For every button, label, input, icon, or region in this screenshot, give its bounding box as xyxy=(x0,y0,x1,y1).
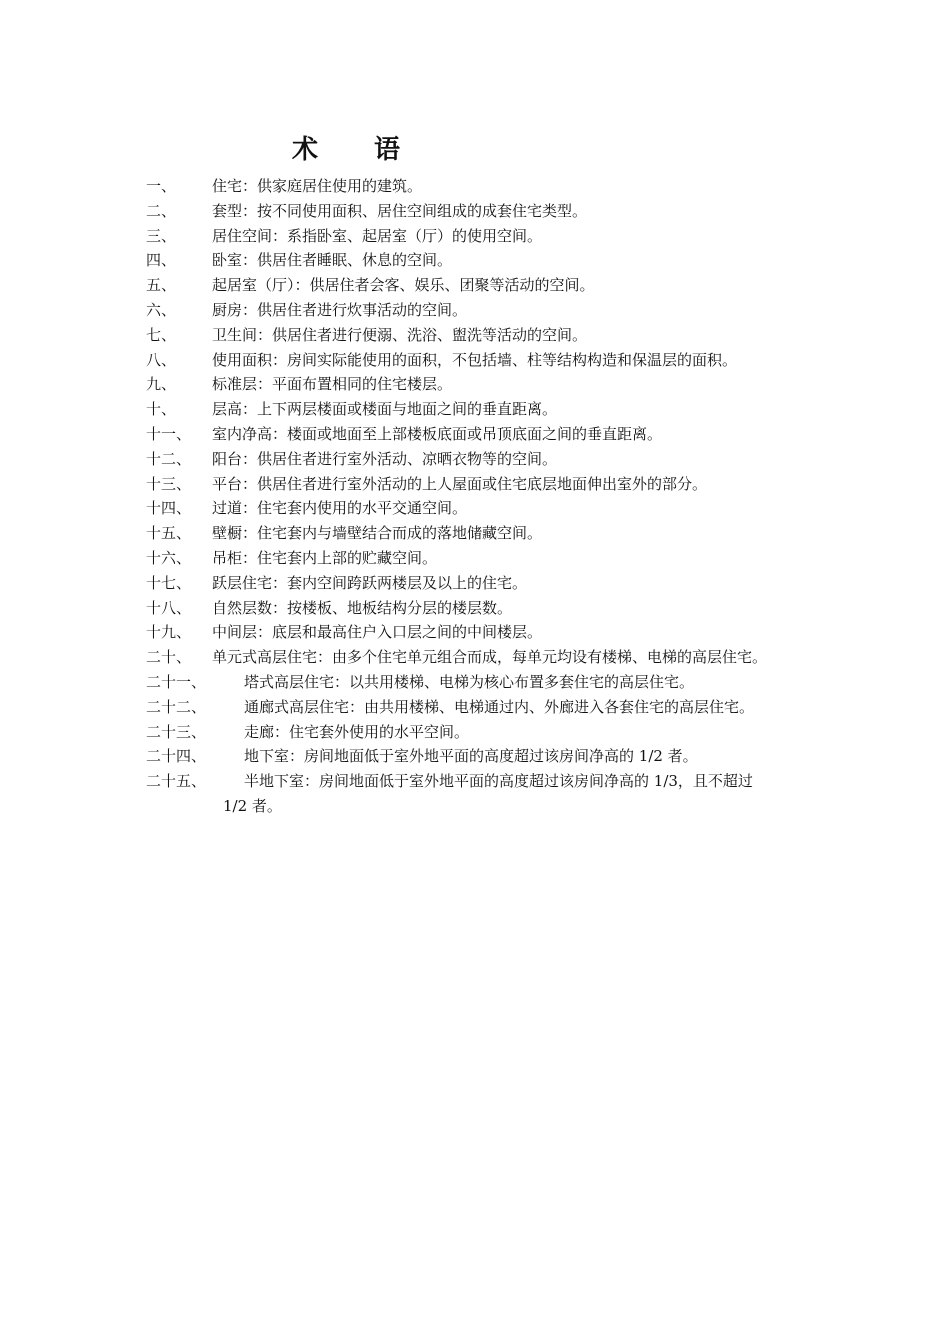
term-definition: 套型：按不同使用面积、居住空间组成的成套住宅类型。 xyxy=(212,201,588,220)
term-item xyxy=(146,670,818,695)
term-definition: 跃层住宅：套内空间跨跃两楼层及以上的住宅。 xyxy=(212,573,528,592)
term-definition: 卧室：供居住者睡眠、休息的空间。 xyxy=(212,251,453,270)
term-definition: 壁橱：住宅套内与墙壁结合而成的落地储藏空间。 xyxy=(212,524,543,543)
term-definition: 塔式高层住宅：以共用楼梯、电梯为核心布置多套住宅的高层住宅。 xyxy=(244,672,695,691)
term-definition: 单元式高层住宅：由多个住宅单元组合而成，每单元均设有楼梯、电梯的高层住宅。 xyxy=(212,648,768,667)
term-definition: 层高：上下两层楼面或楼面与地面之间的垂直距离。 xyxy=(212,400,558,419)
term-definition: 走廊：住宅套外使用的水平空间。 xyxy=(244,722,470,741)
term-item xyxy=(146,744,818,769)
term-definition: 过道：住宅套内使用的水平交通空间。 xyxy=(212,499,468,518)
term-item xyxy=(146,397,818,422)
term-number: 十一、 xyxy=(146,424,192,443)
term-item xyxy=(146,620,818,645)
term-number: 十八、 xyxy=(146,598,192,617)
term-number: 九、 xyxy=(146,375,177,394)
term-item xyxy=(146,372,818,397)
term-item xyxy=(146,496,818,521)
term-item xyxy=(146,571,818,596)
term-item xyxy=(146,447,818,472)
term-number: 二十四、 xyxy=(146,747,207,766)
term-definition: 起居室（厅）：供居住者会客、娱乐、团聚等活动的空间。 xyxy=(212,276,595,295)
term-definition: 中间层：底层和最高住户入口层之间的中间楼层。 xyxy=(212,623,543,642)
term-item xyxy=(146,546,818,571)
term-number: 十、 xyxy=(146,400,177,419)
document-title: 术语 xyxy=(292,135,457,165)
term-definition: 平台：供居住者进行室外活动的上人屋面或住宅底层地面伸出室外的部分。 xyxy=(212,474,708,493)
term-number: 二十三、 xyxy=(146,722,207,741)
term-item xyxy=(146,323,818,348)
term-definition-continuation: 1/2 者。 xyxy=(223,796,282,815)
term-number: 十九、 xyxy=(146,623,192,642)
term-number: 六、 xyxy=(146,300,177,319)
term-item xyxy=(146,596,818,621)
term-definition: 卫生间：供居住者进行便溺、洗浴、盥洗等活动的空间。 xyxy=(212,325,588,344)
term-item xyxy=(146,695,818,720)
term-definition: 自然层数：按楼板、地板结构分层的楼层数。 xyxy=(212,598,513,617)
term-number: 十七、 xyxy=(146,573,192,592)
terms-list xyxy=(146,174,818,819)
term-number: 十五、 xyxy=(146,524,192,543)
term-item xyxy=(146,199,818,224)
term-item xyxy=(146,521,818,546)
term-number: 一、 xyxy=(146,177,177,195)
term-item xyxy=(146,720,818,745)
term-number: 二、 xyxy=(146,201,177,220)
term-definition: 地下室：房间地面低于室外地平面的高度超过该房间净高的 1/2 者。 xyxy=(244,747,698,766)
term-number: 五、 xyxy=(146,276,177,295)
term-number: 二十一、 xyxy=(146,672,207,691)
term-item xyxy=(146,298,818,323)
term-item xyxy=(146,348,818,373)
term-number: 十六、 xyxy=(146,548,192,567)
term-definition: 居住空间：系指卧室、起居室（厅）的使用空间。 xyxy=(212,226,543,245)
term-definition: 阳台：供居住者进行室外活动、凉晒衣物等的空间。 xyxy=(212,449,558,468)
term-item xyxy=(146,174,818,199)
term-definition: 住宅：供家庭居住使用的建筑。 xyxy=(212,177,423,195)
term-definition: 标准层：平面布置相同的住宅楼层。 xyxy=(212,375,453,394)
term-number: 二十二、 xyxy=(146,697,207,716)
term-number: 十四、 xyxy=(146,499,192,518)
term-item xyxy=(146,224,818,249)
term-definition: 半地下室：房间地面低于室外地平面的高度超过该房间净高的 1/3，且不超过 xyxy=(244,772,753,791)
term-item xyxy=(146,422,818,447)
term-item xyxy=(146,645,818,670)
term-definition: 通廊式高层住宅：由共用楼梯、电梯通过内、外廊进入各套住宅的高层住宅。 xyxy=(244,697,755,716)
term-item xyxy=(146,472,818,497)
term-definition: 使用面积：房间实际能使用的面积，不包括墙、柱等结构构造和保温层的面积。 xyxy=(212,350,738,369)
term-definition: 吊柜：住宅套内上部的贮藏空间。 xyxy=(212,548,438,567)
term-item xyxy=(146,769,818,794)
term-item xyxy=(146,273,818,298)
term-number: 二十五、 xyxy=(146,772,207,791)
term-number: 十三、 xyxy=(146,474,192,493)
term-number: 八、 xyxy=(146,350,177,369)
term-number: 七、 xyxy=(146,325,177,344)
term-definition: 厨房：供居住者进行炊事活动的空间。 xyxy=(212,300,468,319)
term-number: 三、 xyxy=(146,226,177,245)
term-number: 四、 xyxy=(146,251,177,270)
term-number: 十二、 xyxy=(146,449,192,468)
term-definition: 室内净高：楼面或地面至上部楼板底面或吊顶底面之间的垂直距离。 xyxy=(212,424,663,443)
term-item xyxy=(146,248,818,273)
term-number: 二十、 xyxy=(146,648,192,667)
